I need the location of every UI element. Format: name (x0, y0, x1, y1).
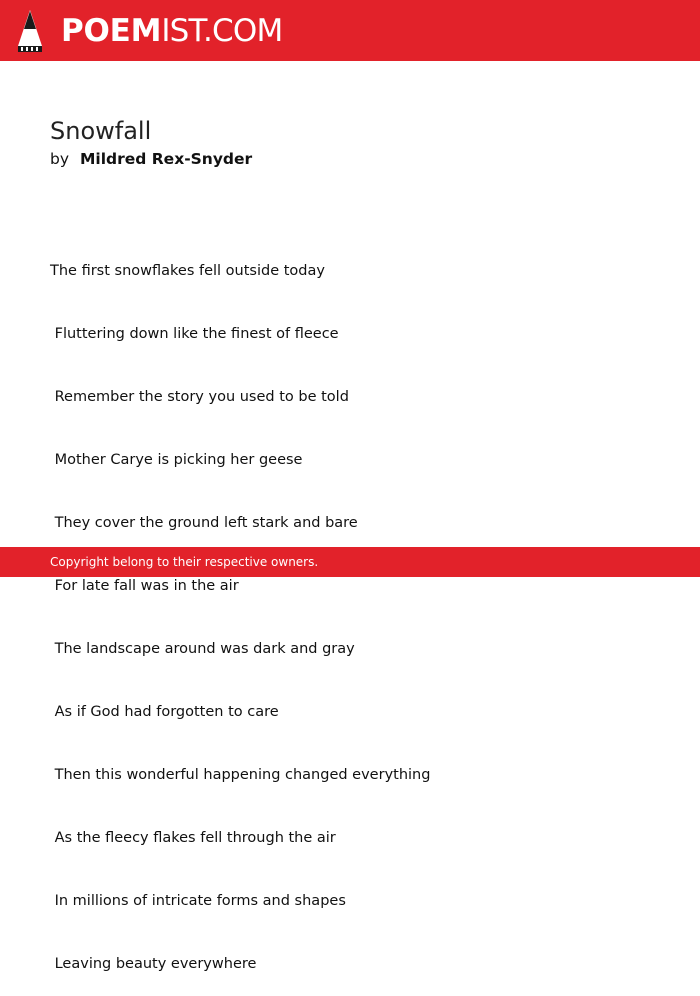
poem-line: Leaving beauty everywhere (50, 956, 257, 972)
site-footer (0, 547, 700, 577)
poem-line: Remember the story you used to be told (50, 389, 349, 405)
poem-line: Fluttering down like the finest of fleece (50, 326, 339, 342)
poem-line: As if God had forgotten to care (50, 704, 279, 720)
poem-line: Mother Carye is picking her geese (50, 452, 303, 468)
poem-title: Snowfall (50, 117, 152, 145)
author-name: Mildred Rex-Snyder (79, 150, 253, 168)
poem-line: The landscape around was dark and gray (50, 641, 355, 657)
poem-line: The first snowflakes fell outside today (50, 263, 325, 279)
logo-light-text: IST.COM (161, 13, 283, 49)
poem-line: As the fleecy flakes fell through the air (50, 830, 336, 846)
poem-line: They cover the ground left stark and bare (50, 515, 358, 531)
pencil-icon[interactable] (17, 9, 43, 53)
poem-line: For late fall was in the air (50, 578, 239, 594)
poem-body (50, 219, 430, 996)
poem-line: In millions of intricate forms and shapes (50, 893, 346, 909)
site-header (0, 0, 700, 61)
poem-byline (50, 149, 252, 169)
copyright-text: Copyright belong to their respective owners. (50, 555, 319, 569)
by-label: by (50, 150, 70, 168)
logo-bold-text: POEM (61, 13, 162, 49)
poem-line: Then this wonderful happening changed everything (50, 767, 431, 783)
site-logo[interactable] (61, 11, 282, 51)
